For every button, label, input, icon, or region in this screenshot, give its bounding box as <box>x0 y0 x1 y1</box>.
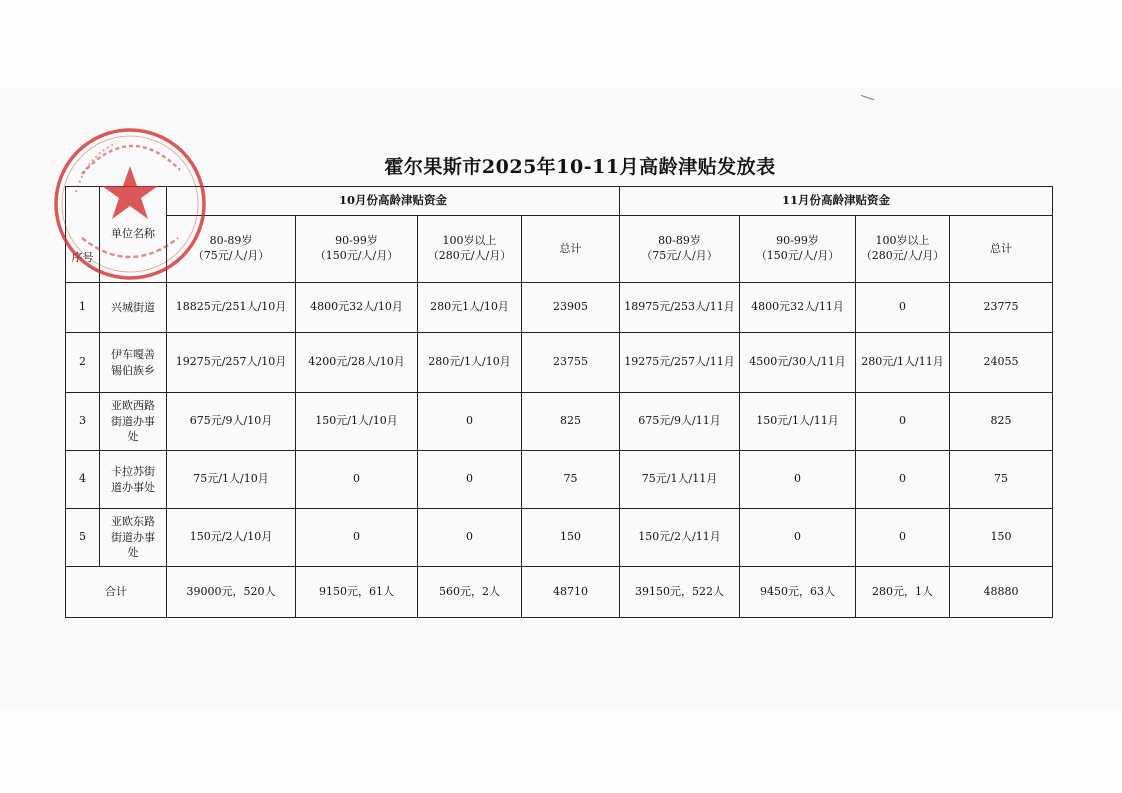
cell: 39000元，520人 <box>167 567 296 618</box>
cell: 19275元/257人/10月 <box>167 333 296 393</box>
row-unit: 亚欧西路 街道办事 处 <box>100 393 167 451</box>
table-row <box>66 283 1053 333</box>
row-unit: 兴城街道 <box>100 283 167 333</box>
oct-group-header: 10月份高龄津贴资金 <box>167 187 620 216</box>
cell: 0 <box>856 451 950 509</box>
nov-col-100-plus: 100岁以上 （280元/人/月） <box>856 216 950 283</box>
cell: 150 <box>950 509 1053 567</box>
row-unit: 卡拉苏街 道办事处 <box>100 451 167 509</box>
cell: 150 <box>522 509 620 567</box>
cell: 75元/1人/11月 <box>620 451 740 509</box>
cell: 150元/1人/10月 <box>296 393 418 451</box>
cell: 0 <box>740 509 856 567</box>
cell: 48880 <box>950 567 1053 618</box>
cell: 0 <box>856 509 950 567</box>
cell: 675元/9人/11月 <box>620 393 740 451</box>
cell: 150元/2人/10月 <box>167 509 296 567</box>
cell: 39150元，522人 <box>620 567 740 618</box>
table-row <box>66 451 1053 509</box>
nov-col-total: 总计 <box>950 216 1053 283</box>
table-row <box>66 333 1053 393</box>
cell: 75 <box>522 451 620 509</box>
cell: 280元，1人 <box>856 567 950 618</box>
total-label: 合计 <box>66 567 167 618</box>
row-no: 4 <box>66 451 100 509</box>
cell: 4800元32人/10月 <box>296 283 418 333</box>
cell: 4800元32人/11月 <box>740 283 856 333</box>
oct-col-80-89: 80-89岁 （75元/人/月） <box>167 216 296 283</box>
cell: 0 <box>856 283 950 333</box>
cell: 280元/1人/11月 <box>856 333 950 393</box>
row-no: 2 <box>66 333 100 393</box>
oct-col-100-plus: 100岁以上 （280元/人/月） <box>418 216 522 283</box>
cell: 24055 <box>950 333 1053 393</box>
cell: 280元1人/10月 <box>418 283 522 333</box>
cell: 75 <box>950 451 1053 509</box>
row-unit: 亚欧东路 街道办事 处 <box>100 509 167 567</box>
nov-col-90-99: 90-99岁 （150元/人/月） <box>740 216 856 283</box>
nov-group-header: 11月份高龄津贴资金 <box>620 187 1053 216</box>
cell: 9450元，63人 <box>740 567 856 618</box>
cell: 23755 <box>522 333 620 393</box>
oct-col-90-99: 90-99岁 （150元/人/月） <box>296 216 418 283</box>
unit-header: 单位名称 <box>100 187 167 283</box>
nov-col-80-89: 80-89岁 （75元/人/月） <box>620 216 740 283</box>
row-no: 1 <box>66 283 100 333</box>
cell: 0 <box>296 509 418 567</box>
cell: 18975元/253人/11月 <box>620 283 740 333</box>
cell: 150元/2人/11月 <box>620 509 740 567</box>
cell: 18825元/251人/10月 <box>167 283 296 333</box>
cell: 0 <box>418 509 522 567</box>
cell: 560元，2人 <box>418 567 522 618</box>
cell: 75元/1人/10月 <box>167 451 296 509</box>
row-unit: 伊车嘎善 锡伯族乡 <box>100 333 167 393</box>
cell: 23775 <box>950 283 1053 333</box>
table-row <box>66 509 1053 567</box>
seq-header: 序号 <box>66 187 100 283</box>
cell: 0 <box>296 451 418 509</box>
row-no: 5 <box>66 509 100 567</box>
cell: 4500元/30人/11月 <box>740 333 856 393</box>
oct-col-total: 总计 <box>522 216 620 283</box>
cell: 9150元，61人 <box>296 567 418 618</box>
cell: 48710 <box>522 567 620 618</box>
column-header-row <box>66 216 1053 283</box>
cell: 4200元/28人/10月 <box>296 333 418 393</box>
cell: 825 <box>522 393 620 451</box>
row-no: 3 <box>66 393 100 451</box>
cell: 0 <box>418 451 522 509</box>
cell: 675元/9人/10月 <box>167 393 296 451</box>
total-row <box>66 567 1053 618</box>
cell: 23905 <box>522 283 620 333</box>
cell: 0 <box>418 393 522 451</box>
group-header-row <box>66 187 1053 216</box>
cell: 825 <box>950 393 1053 451</box>
cell: 0 <box>740 451 856 509</box>
table-row <box>66 393 1053 451</box>
cell: 19275元/257人/11月 <box>620 333 740 393</box>
cell: 280元/1人/10月 <box>418 333 522 393</box>
cell: 0 <box>856 393 950 451</box>
subsidy-table <box>65 186 1053 618</box>
page-title: 霍尔果斯市2025年10-11月高龄津贴发放表 <box>384 156 776 178</box>
cell: 150元/1人/11月 <box>740 393 856 451</box>
